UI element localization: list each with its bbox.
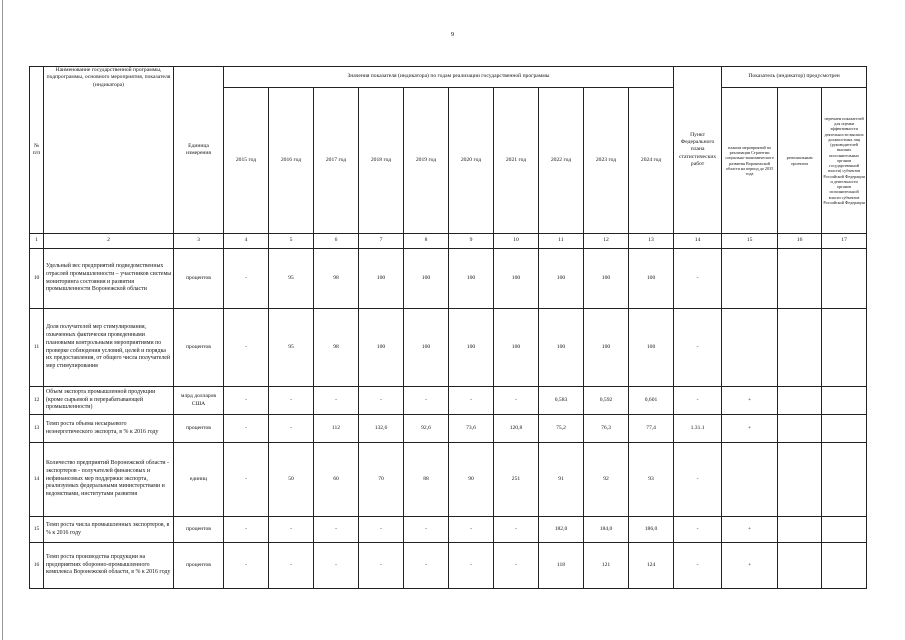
row-number: 14 <box>30 443 44 517</box>
fed-stat-cell: - <box>674 249 722 309</box>
strategy-plan-cell <box>722 249 778 309</box>
header-fed-stat: Пункт Федерального плана статистических работ <box>674 67 722 234</box>
value-cell: 100 <box>494 249 539 309</box>
value-cell: - <box>224 387 269 415</box>
fed-stat-cell: - <box>674 443 722 517</box>
table-row <box>30 543 867 589</box>
efficiency-list-cell <box>822 543 867 589</box>
strategy-plan-cell: + <box>722 543 778 589</box>
indicators-table <box>29 66 867 589</box>
column-number: 5 <box>269 234 314 249</box>
table-row <box>30 443 867 517</box>
value-cell: 50 <box>269 443 314 517</box>
value-cell: 0,601 <box>629 387 674 415</box>
value-cell: - <box>224 543 269 589</box>
value-cell: 100 <box>404 249 449 309</box>
value-cell: - <box>314 543 359 589</box>
value-cell: 76,3 <box>584 415 629 443</box>
strategy-plan-cell: + <box>722 415 778 443</box>
strategy-plan-cell <box>722 309 778 387</box>
fed-stat-cell: 1.31.1 <box>674 415 722 443</box>
header-year: 2018 год <box>359 88 404 234</box>
table-row <box>30 309 867 387</box>
column-number: 12 <box>584 234 629 249</box>
value-cell: - <box>494 517 539 543</box>
table-row <box>30 517 867 543</box>
value-cell: 98 <box>314 309 359 387</box>
unit-cell: единиц <box>174 443 224 517</box>
header-year: 2023 год <box>584 88 629 234</box>
value-cell: 100 <box>404 309 449 387</box>
header-link-col: перечнем показателей для оценки эффективности деятельности высших должностных лиц (руководителей высших исполнительных органов государственной власти) субъектов Российской Федерации и деятельности органов исполнительной власти субъектов Российской Федерации <box>822 88 867 234</box>
value-cell: 95 <box>269 309 314 387</box>
value-cell: 184,0 <box>584 517 629 543</box>
unit-cell: процентов <box>174 249 224 309</box>
value-cell: 132,6 <box>359 415 404 443</box>
value-cell: 182,0 <box>539 517 584 543</box>
column-number: 8 <box>404 234 449 249</box>
strategy-plan-cell <box>722 443 778 517</box>
value-cell: 60 <box>314 443 359 517</box>
value-cell: 100 <box>539 309 584 387</box>
header-year: 2022 год <box>539 88 584 234</box>
efficiency-list-cell <box>822 415 867 443</box>
fed-stat-cell: - <box>674 543 722 589</box>
row-number: 12 <box>30 387 44 415</box>
value-cell: - <box>269 543 314 589</box>
value-cell: - <box>314 387 359 415</box>
table-row <box>30 387 867 415</box>
header-link-col: планом мероприятий по реализации Стратегии социально-экономического развития Воронежской области на период до 2035 года <box>722 88 778 234</box>
regional-project-cell <box>778 543 822 589</box>
header-values-group: Значения показателя (индикатора) по годам реализации государственной программы <box>224 67 674 88</box>
value-cell: 0,592 <box>584 387 629 415</box>
indicator-name: Темп роста числа промышленных экспортеров, в % к 2016 году <box>44 517 174 543</box>
fed-stat-cell: - <box>674 517 722 543</box>
value-cell: 120,8 <box>494 415 539 443</box>
value-cell: - <box>404 517 449 543</box>
value-cell: 251 <box>494 443 539 517</box>
value-cell: 93 <box>629 443 674 517</box>
row-number: 11 <box>30 309 44 387</box>
regional-project-cell <box>778 415 822 443</box>
column-number: 3 <box>174 234 224 249</box>
value-cell: - <box>269 387 314 415</box>
value-cell: 100 <box>539 249 584 309</box>
header-year: 2016 год <box>269 88 314 234</box>
value-cell: - <box>449 517 494 543</box>
value-cell: - <box>224 443 269 517</box>
column-number: 2 <box>44 234 174 249</box>
column-number: 13 <box>629 234 674 249</box>
column-number: 4 <box>224 234 269 249</box>
value-cell: - <box>449 543 494 589</box>
header-unit: Единица измерения <box>174 67 224 234</box>
value-cell: - <box>224 415 269 443</box>
value-cell: 100 <box>584 249 629 309</box>
value-cell: 121 <box>584 543 629 589</box>
value-cell: 100 <box>359 309 404 387</box>
column-numbers-row <box>30 234 867 249</box>
column-number: 14 <box>674 234 722 249</box>
column-number: 7 <box>359 234 404 249</box>
value-cell: 100 <box>629 249 674 309</box>
regional-project-cell <box>778 387 822 415</box>
indicator-name: Темп роста объема несырьевого неэнергетического экспорта, в % к 2016 году <box>44 415 174 443</box>
row-number: 16 <box>30 543 44 589</box>
value-cell: 95 <box>269 249 314 309</box>
value-cell: 100 <box>359 249 404 309</box>
column-number: 11 <box>539 234 584 249</box>
margin-line <box>2 0 3 640</box>
value-cell: - <box>269 415 314 443</box>
table-row <box>30 249 867 309</box>
value-cell: 75,2 <box>539 415 584 443</box>
header-year: 2019 год <box>404 88 449 234</box>
efficiency-list-cell <box>822 517 867 543</box>
value-cell: 88 <box>404 443 449 517</box>
page-number: 9 <box>450 31 455 38</box>
efficiency-list-cell <box>822 387 867 415</box>
value-cell: - <box>494 387 539 415</box>
value-cell: 70 <box>359 443 404 517</box>
column-number: 10 <box>494 234 539 249</box>
strategy-plan-cell: + <box>722 387 778 415</box>
efficiency-list-cell <box>822 249 867 309</box>
value-cell: - <box>224 249 269 309</box>
unit-cell: процентов <box>174 309 224 387</box>
header-link-col: региональным проектом <box>778 88 822 234</box>
header-num: № п/п <box>30 67 44 234</box>
indicator-name: Доля получателей мер стимулирования, охваченных фактически проведенными плановыми контрольными мероприятиями по проверке соблюдения условий, целей и порядка их предоставления, от общего числа получателей мер стимулирования <box>44 309 174 387</box>
value-cell: - <box>224 517 269 543</box>
regional-project-cell <box>778 309 822 387</box>
value-cell: - <box>449 387 494 415</box>
value-cell: 77,4 <box>629 415 674 443</box>
column-number: 17 <box>822 234 867 249</box>
column-number: 6 <box>314 234 359 249</box>
header-year: 2021 год <box>494 88 539 234</box>
header-link-group: Показатель (индикатор) предусмотрен <box>722 67 867 88</box>
fed-stat-cell: - <box>674 309 722 387</box>
indicator-name: Темп роста производства продукции на предприятиях оборонно-промышленного комплекса Воронежской области, в % к 2016 году <box>44 543 174 589</box>
unit-cell: процентов <box>174 415 224 443</box>
column-number: 15 <box>722 234 778 249</box>
value-cell: - <box>314 517 359 543</box>
row-number: 10 <box>30 249 44 309</box>
value-cell: 100 <box>494 309 539 387</box>
value-cell: 100 <box>449 309 494 387</box>
regional-project-cell <box>778 517 822 543</box>
efficiency-list-cell <box>822 443 867 517</box>
fed-stat-cell: - <box>674 387 722 415</box>
value-cell: 92,6 <box>404 415 449 443</box>
value-cell: - <box>359 543 404 589</box>
value-cell: 100 <box>584 309 629 387</box>
regional-project-cell <box>778 443 822 517</box>
unit-cell: млрд долларов США <box>174 387 224 415</box>
value-cell: - <box>494 543 539 589</box>
header-year: 2015 год <box>224 88 269 234</box>
strategy-plan-cell: + <box>722 517 778 543</box>
value-cell: 92 <box>584 443 629 517</box>
row-number: 15 <box>30 517 44 543</box>
value-cell: 186,0 <box>629 517 674 543</box>
column-number: 16 <box>778 234 822 249</box>
value-cell: 100 <box>449 249 494 309</box>
value-cell: 98 <box>314 249 359 309</box>
value-cell: 112 <box>314 415 359 443</box>
row-number: 13 <box>30 415 44 443</box>
header-year: 2024 год <box>629 88 674 234</box>
value-cell: - <box>404 387 449 415</box>
value-cell: 100 <box>629 309 674 387</box>
header-name: Наименование государственной программы, подпрограммы, основного мероприятия, показателя (индикатора) <box>44 67 174 234</box>
table-body <box>30 249 867 589</box>
value-cell: 73,6 <box>449 415 494 443</box>
indicator-name: Количество предприятий Воронежской области - экспортеров - получателей финансовых и нефинансовых мер поддержки экспорта, реализуемых федеральными министерствами и ведомствами, институтами развития <box>44 443 174 517</box>
value-cell: - <box>269 517 314 543</box>
indicator-name: Объем экспорта промышленной продукции (кроме сырьевой и перерабатывающей промышленности) <box>44 387 174 415</box>
header-year: 2017 год <box>314 88 359 234</box>
indicator-name: Удельный вес предприятий подведомственных отраслей промышленности – участников системы мониторинга состояния и развития промышленности Воронежской области <box>44 249 174 309</box>
value-cell: - <box>224 309 269 387</box>
efficiency-list-cell <box>822 309 867 387</box>
unit-cell: процентов <box>174 517 224 543</box>
regional-project-cell <box>778 249 822 309</box>
column-number: 9 <box>449 234 494 249</box>
header-row-1 <box>30 67 867 88</box>
value-cell: 124 <box>629 543 674 589</box>
value-cell: 91 <box>539 443 584 517</box>
unit-cell: процентов <box>174 543 224 589</box>
value-cell: - <box>359 387 404 415</box>
header-year: 2020 год <box>449 88 494 234</box>
value-cell: - <box>404 543 449 589</box>
value-cell: 90 <box>449 443 494 517</box>
column-number: 1 <box>30 234 44 249</box>
value-cell: - <box>359 517 404 543</box>
table-row <box>30 415 867 443</box>
value-cell: 0,583 <box>539 387 584 415</box>
value-cell: 118 <box>539 543 584 589</box>
